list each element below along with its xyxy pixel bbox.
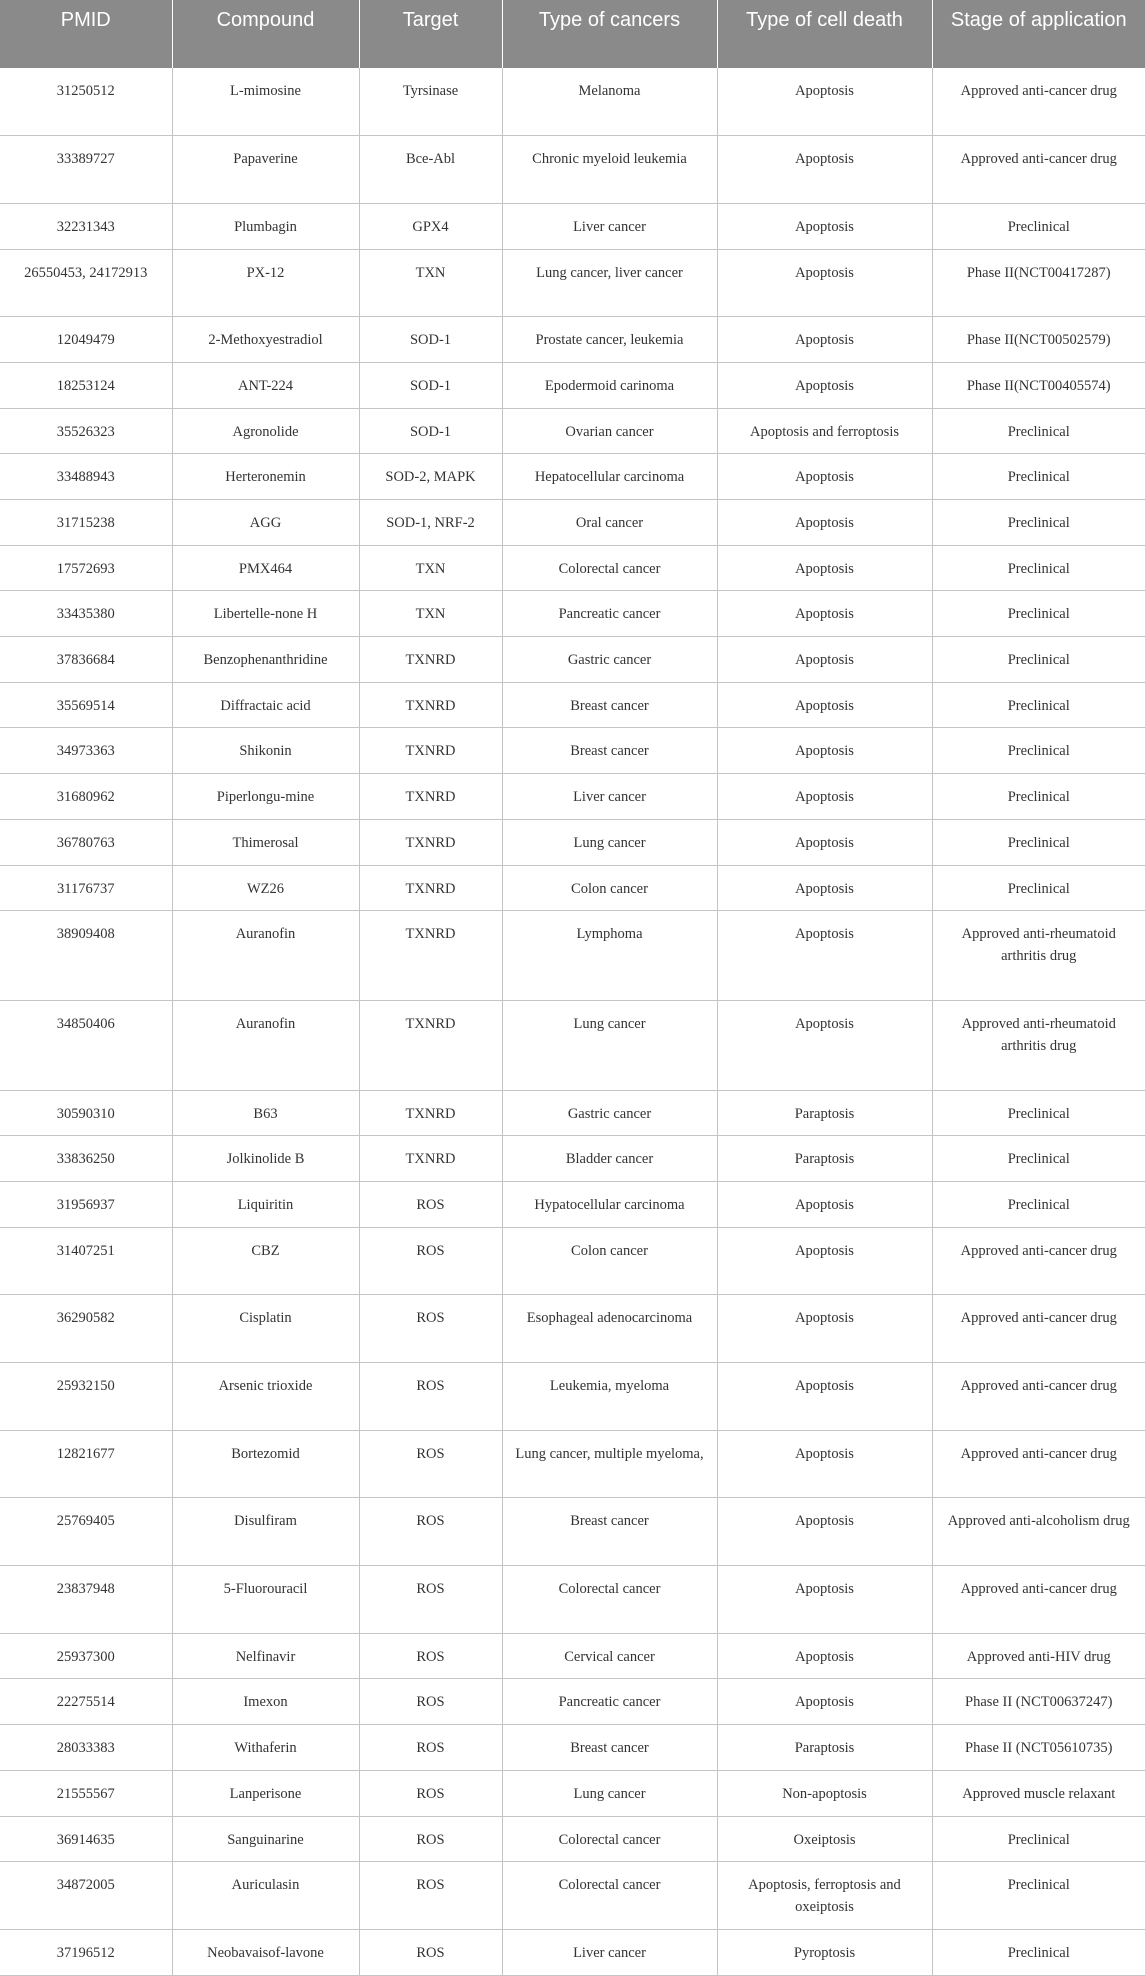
table-row	[0, 1000, 1145, 1090]
cell-target: ROS	[359, 1770, 502, 1816]
cell-pmid: 30590310	[0, 1090, 172, 1136]
cell-pmid: 31956937	[0, 1181, 172, 1227]
cell-compound: PMX464	[172, 545, 359, 591]
cell-compound: Benzophenanthridine	[172, 637, 359, 683]
table-header	[0, 0, 1145, 68]
cell-pmid: 36914635	[0, 1816, 172, 1862]
cell-death-type: Apoptosis	[717, 249, 932, 317]
table-row	[0, 728, 1145, 774]
cell-cancer-type: Liver cancer	[502, 1929, 717, 1975]
cell-cancer-type: Chronic myeloid leukemia	[502, 136, 717, 204]
cell-death-type: Apoptosis, ferroptosis and oxeiptosis	[717, 1862, 932, 1930]
table-row	[0, 911, 1145, 1001]
cell-death-type: Paraptosis	[717, 1136, 932, 1182]
cell-cancer-type: Leukemia, myeloma	[502, 1363, 717, 1431]
cell-stage: Approved anti-cancer drug	[932, 1295, 1145, 1363]
cell-stage: Approved anti-alcoholism drug	[932, 1498, 1145, 1566]
table-row	[0, 500, 1145, 546]
cell-death-type: Apoptosis	[717, 637, 932, 683]
cell-compound: AGG	[172, 500, 359, 546]
cell-death-type: Apoptosis	[717, 819, 932, 865]
cell-target: ROS	[359, 1566, 502, 1634]
cell-cancer-type: Gastric cancer	[502, 1090, 717, 1136]
cell-target: ROS	[359, 1295, 502, 1363]
cell-target: ROS	[359, 1363, 502, 1431]
cell-stage: Preclinical	[932, 682, 1145, 728]
cell-pmid: 34872005	[0, 1862, 172, 1930]
table-row	[0, 249, 1145, 317]
header-compound: Compound	[172, 0, 359, 68]
cell-stage: Preclinical	[932, 1816, 1145, 1862]
cell-compound: Imexon	[172, 1679, 359, 1725]
cell-death-type: Apoptosis	[717, 1498, 932, 1566]
cell-stage: Approved anti-cancer drug	[932, 136, 1145, 204]
cell-pmid: 37196512	[0, 1929, 172, 1975]
cell-compound: Shikonin	[172, 728, 359, 774]
cell-death-type: Apoptosis	[717, 1633, 932, 1679]
cell-stage: Approved anti-HIV drug	[932, 1633, 1145, 1679]
cell-target: SOD-1, NRF-2	[359, 500, 502, 546]
cell-compound: Jolkinolide B	[172, 1136, 359, 1182]
cell-compound: Disulfiram	[172, 1498, 359, 1566]
cell-death-type: Apoptosis	[717, 1295, 932, 1363]
cell-target: TXN	[359, 249, 502, 317]
cell-stage: Approved anti-cancer drug	[932, 1363, 1145, 1431]
cell-stage: Preclinical	[932, 1862, 1145, 1930]
header-stage-of-application: Stage of application	[932, 0, 1145, 68]
cell-death-type: Apoptosis	[717, 591, 932, 637]
cell-cancer-type: Hypatocellular carcinoma	[502, 1181, 717, 1227]
table-row	[0, 1929, 1145, 1975]
cell-target: ROS	[359, 1227, 502, 1295]
cell-target: SOD-1	[359, 317, 502, 363]
cell-pmid: 31407251	[0, 1227, 172, 1295]
cell-compound: Agronolide	[172, 408, 359, 454]
cell-cancer-type: Breast cancer	[502, 1725, 717, 1771]
cell-target: SOD-1	[359, 408, 502, 454]
cell-cancer-type: Breast cancer	[502, 728, 717, 774]
cell-stage: Phase II (NCT05610735)	[932, 1725, 1145, 1771]
cell-stage: Preclinical	[932, 408, 1145, 454]
cell-death-type: Apoptosis	[717, 1181, 932, 1227]
cell-stage: Preclinical	[932, 819, 1145, 865]
cell-stage: Preclinical	[932, 545, 1145, 591]
cell-stage: Preclinical	[932, 1136, 1145, 1182]
cell-pmid: 32231343	[0, 203, 172, 249]
cell-compound: B63	[172, 1090, 359, 1136]
cell-death-type: Apoptosis	[717, 203, 932, 249]
cell-pmid: 23837948	[0, 1566, 172, 1634]
cell-target: SOD-1	[359, 362, 502, 408]
cell-target: TXNRD	[359, 1090, 502, 1136]
cell-pmid: 35526323	[0, 408, 172, 454]
cell-target: TXNRD	[359, 1000, 502, 1090]
cell-compound: Piperlongu-mine	[172, 774, 359, 820]
cell-target: ROS	[359, 1181, 502, 1227]
cell-target: TXNRD	[359, 637, 502, 683]
cell-death-type: Oxeiptosis	[717, 1816, 932, 1862]
cell-pmid: 12821677	[0, 1430, 172, 1498]
cell-death-type: Apoptosis and ferroptosis	[717, 408, 932, 454]
cell-target: SOD-2, MAPK	[359, 454, 502, 500]
cell-pmid: 18253124	[0, 362, 172, 408]
cell-stage: Phase II(NCT00417287)	[932, 249, 1145, 317]
cell-target: ROS	[359, 1862, 502, 1930]
cell-stage: Approved anti-cancer drug	[932, 68, 1145, 136]
cell-pmid: 12049479	[0, 317, 172, 363]
cell-stage: Preclinical	[932, 454, 1145, 500]
table-row	[0, 317, 1145, 363]
cell-pmid: 31680962	[0, 774, 172, 820]
cell-pmid: 17572693	[0, 545, 172, 591]
cell-cancer-type: Bladder cancer	[502, 1136, 717, 1182]
cell-stage: Preclinical	[932, 865, 1145, 911]
cell-pmid: 36290582	[0, 1295, 172, 1363]
cell-target: ROS	[359, 1679, 502, 1725]
table-row	[0, 1090, 1145, 1136]
cell-compound: Auranofin	[172, 911, 359, 1001]
cell-stage: Preclinical	[932, 591, 1145, 637]
table-row	[0, 362, 1145, 408]
cell-stage: Preclinical	[932, 637, 1145, 683]
table-body	[0, 68, 1145, 1975]
cell-stage: Preclinical	[932, 203, 1145, 249]
table-row	[0, 454, 1145, 500]
cell-cancer-type: Colorectal cancer	[502, 545, 717, 591]
header-type-of-cancers: Type of cancers	[502, 0, 717, 68]
cell-compound: Auriculasin	[172, 1862, 359, 1930]
cell-target: TXNRD	[359, 911, 502, 1001]
cell-compound: Papaverine	[172, 136, 359, 204]
cell-pmid: 26550453, 24172913	[0, 249, 172, 317]
cell-compound: Arsenic trioxide	[172, 1363, 359, 1431]
cell-death-type: Apoptosis	[717, 911, 932, 1001]
cell-stage: Preclinical	[932, 1181, 1145, 1227]
cell-pmid: 21555567	[0, 1770, 172, 1816]
cell-target: TXNRD	[359, 728, 502, 774]
cell-stage: Preclinical	[932, 500, 1145, 546]
cell-cancer-type: Lung cancer	[502, 1770, 717, 1816]
cell-death-type: Non-apoptosis	[717, 1770, 932, 1816]
table-row	[0, 545, 1145, 591]
cell-compound: Diffractaic acid	[172, 682, 359, 728]
table-row	[0, 774, 1145, 820]
cell-death-type: Apoptosis	[717, 682, 932, 728]
cell-death-type: Apoptosis	[717, 774, 932, 820]
cell-cancer-type: Lung cancer, multiple myeloma,	[502, 1430, 717, 1498]
cell-cancer-type: Lung cancer	[502, 1000, 717, 1090]
table-row	[0, 1566, 1145, 1634]
cell-compound: Sanguinarine	[172, 1816, 359, 1862]
table-row	[0, 1136, 1145, 1182]
cell-stage: Approved muscle relaxant	[932, 1770, 1145, 1816]
cell-target: ROS	[359, 1633, 502, 1679]
cell-pmid: 34973363	[0, 728, 172, 774]
cell-cancer-type: Colorectal cancer	[502, 1862, 717, 1930]
cell-death-type: Apoptosis	[717, 317, 932, 363]
cell-cancer-type: Epodermoid carinoma	[502, 362, 717, 408]
cell-target: Bce-Abl	[359, 136, 502, 204]
cell-pmid: 36780763	[0, 819, 172, 865]
cell-compound: 5-Fluorouracil	[172, 1566, 359, 1634]
cell-pmid: 37836684	[0, 637, 172, 683]
table-row	[0, 408, 1145, 454]
cell-target: TXNRD	[359, 865, 502, 911]
cell-cancer-type: Breast cancer	[502, 682, 717, 728]
cell-compound: ANT-224	[172, 362, 359, 408]
cell-pmid: 31250512	[0, 68, 172, 136]
cell-compound: Thimerosal	[172, 819, 359, 865]
header-pmid: PMID	[0, 0, 172, 68]
cell-target: ROS	[359, 1816, 502, 1862]
table-row	[0, 68, 1145, 136]
cell-cancer-type: Liver cancer	[502, 774, 717, 820]
cell-stage: Phase II(NCT00405574)	[932, 362, 1145, 408]
cell-stage: Preclinical	[932, 774, 1145, 820]
cell-death-type: Apoptosis	[717, 500, 932, 546]
cell-pmid: 35569514	[0, 682, 172, 728]
cell-death-type: Paraptosis	[717, 1725, 932, 1771]
cell-target: ROS	[359, 1929, 502, 1975]
table-row	[0, 1816, 1145, 1862]
cell-stage: Preclinical	[932, 1929, 1145, 1975]
cell-compound: Cisplatin	[172, 1295, 359, 1363]
table-row	[0, 819, 1145, 865]
cell-cancer-type: Melanoma	[502, 68, 717, 136]
cell-compound: CBZ	[172, 1227, 359, 1295]
cell-death-type: Apoptosis	[717, 136, 932, 204]
table-row	[0, 136, 1145, 204]
table-row	[0, 682, 1145, 728]
cell-stage: Phase II (NCT00637247)	[932, 1679, 1145, 1725]
table-row	[0, 1679, 1145, 1725]
cell-cancer-type: Pancreatic cancer	[502, 1679, 717, 1725]
table-row	[0, 1498, 1145, 1566]
cell-cancer-type: Colon cancer	[502, 865, 717, 911]
cell-cancer-type: Lung cancer, liver cancer	[502, 249, 717, 317]
cell-cancer-type: Lung cancer	[502, 819, 717, 865]
table-row	[0, 1295, 1145, 1363]
cell-pmid: 25769405	[0, 1498, 172, 1566]
cell-cancer-type: Cervical cancer	[502, 1633, 717, 1679]
cell-cancer-type: Oral cancer	[502, 500, 717, 546]
cell-death-type: Paraptosis	[717, 1090, 932, 1136]
table-row	[0, 1430, 1145, 1498]
table-row	[0, 1227, 1145, 1295]
cell-cancer-type: Gastric cancer	[502, 637, 717, 683]
cell-pmid: 33435380	[0, 591, 172, 637]
header-type-of-cell-death: Type of cell death	[717, 0, 932, 68]
cell-target: TXNRD	[359, 774, 502, 820]
cell-stage: Preclinical	[932, 1090, 1145, 1136]
table-row	[0, 865, 1145, 911]
cell-stage: Approved anti-cancer drug	[932, 1227, 1145, 1295]
table-row	[0, 1633, 1145, 1679]
cell-stage: Approved anti-cancer drug	[932, 1430, 1145, 1498]
table-row	[0, 1725, 1145, 1771]
cell-stage: Preclinical	[932, 728, 1145, 774]
cell-pmid: 22275514	[0, 1679, 172, 1725]
table-row	[0, 203, 1145, 249]
cell-target: TXN	[359, 545, 502, 591]
cell-compound: Withaferin	[172, 1725, 359, 1771]
cell-cancer-type: Colorectal cancer	[502, 1816, 717, 1862]
cell-compound: Liquiritin	[172, 1181, 359, 1227]
cell-death-type: Apoptosis	[717, 1566, 932, 1634]
cell-compound: PX-12	[172, 249, 359, 317]
cell-cancer-type: Colon cancer	[502, 1227, 717, 1295]
cell-compound: Libertelle-none H	[172, 591, 359, 637]
cell-target: ROS	[359, 1725, 502, 1771]
cell-cancer-type: Esophageal adenocarcinoma	[502, 1295, 717, 1363]
header-row	[0, 0, 1145, 68]
cell-death-type: Apoptosis	[717, 1679, 932, 1725]
cell-cancer-type: Lymphoma	[502, 911, 717, 1001]
cell-stage: Approved anti-cancer drug	[932, 1566, 1145, 1634]
table-row	[0, 1862, 1145, 1930]
cell-stage: Phase II(NCT00502579)	[932, 317, 1145, 363]
table-row	[0, 1363, 1145, 1431]
cell-pmid: 31715238	[0, 500, 172, 546]
cell-cancer-type: Liver cancer	[502, 203, 717, 249]
cell-death-type: Apoptosis	[717, 1227, 932, 1295]
table-row	[0, 1181, 1145, 1227]
cell-compound: 2-Methoxyestradiol	[172, 317, 359, 363]
table-row	[0, 637, 1145, 683]
cell-target: GPX4	[359, 203, 502, 249]
cell-stage: Approved anti-rheumatoid arthritis drug	[932, 1000, 1145, 1090]
cell-death-type: Apoptosis	[717, 1363, 932, 1431]
cell-compound: L-mimosine	[172, 68, 359, 136]
cell-compound: Bortezomid	[172, 1430, 359, 1498]
cell-compound: Auranofin	[172, 1000, 359, 1090]
cell-pmid: 31176737	[0, 865, 172, 911]
cell-target: TXNRD	[359, 682, 502, 728]
cell-death-type: Apoptosis	[717, 362, 932, 408]
cell-target: TXNRD	[359, 819, 502, 865]
cell-cancer-type: Prostate cancer, leukemia	[502, 317, 717, 363]
cell-stage: Approved anti-rheumatoid arthritis drug	[932, 911, 1145, 1001]
cell-death-type: Apoptosis	[717, 865, 932, 911]
cell-death-type: Pyroptosis	[717, 1929, 932, 1975]
cell-pmid: 25937300	[0, 1633, 172, 1679]
cell-death-type: Apoptosis	[717, 454, 932, 500]
cell-pmid: 28033383	[0, 1725, 172, 1771]
cell-pmid: 25932150	[0, 1363, 172, 1431]
cell-compound: Neobavaisof-lavone	[172, 1929, 359, 1975]
table-row	[0, 1770, 1145, 1816]
cell-target: ROS	[359, 1430, 502, 1498]
header-target: Target	[359, 0, 502, 68]
table-row	[0, 591, 1145, 637]
cell-pmid: 34850406	[0, 1000, 172, 1090]
cell-pmid: 33488943	[0, 454, 172, 500]
cell-target: TXN	[359, 591, 502, 637]
cell-compound: WZ26	[172, 865, 359, 911]
cell-pmid: 38909408	[0, 911, 172, 1001]
cell-compound: Lanperisone	[172, 1770, 359, 1816]
cell-pmid: 33389727	[0, 136, 172, 204]
cell-cancer-type: Pancreatic cancer	[502, 591, 717, 637]
cell-death-type: Apoptosis	[717, 728, 932, 774]
cell-target: Tyrsinase	[359, 68, 502, 136]
cell-cancer-type: Hepatocellular carcinoma	[502, 454, 717, 500]
cell-compound: Nelfinavir	[172, 1633, 359, 1679]
cell-cancer-type: Breast cancer	[502, 1498, 717, 1566]
cell-cancer-type: Colorectal cancer	[502, 1566, 717, 1634]
cell-cancer-type: Ovarian cancer	[502, 408, 717, 454]
cell-target: TXNRD	[359, 1136, 502, 1182]
cell-compound: Plumbagin	[172, 203, 359, 249]
cell-death-type: Apoptosis	[717, 1000, 932, 1090]
cell-target: ROS	[359, 1498, 502, 1566]
cell-pmid: 33836250	[0, 1136, 172, 1182]
cell-compound: Herteronemin	[172, 454, 359, 500]
cell-death-type: Apoptosis	[717, 1430, 932, 1498]
cell-death-type: Apoptosis	[717, 68, 932, 136]
cell-death-type: Apoptosis	[717, 545, 932, 591]
